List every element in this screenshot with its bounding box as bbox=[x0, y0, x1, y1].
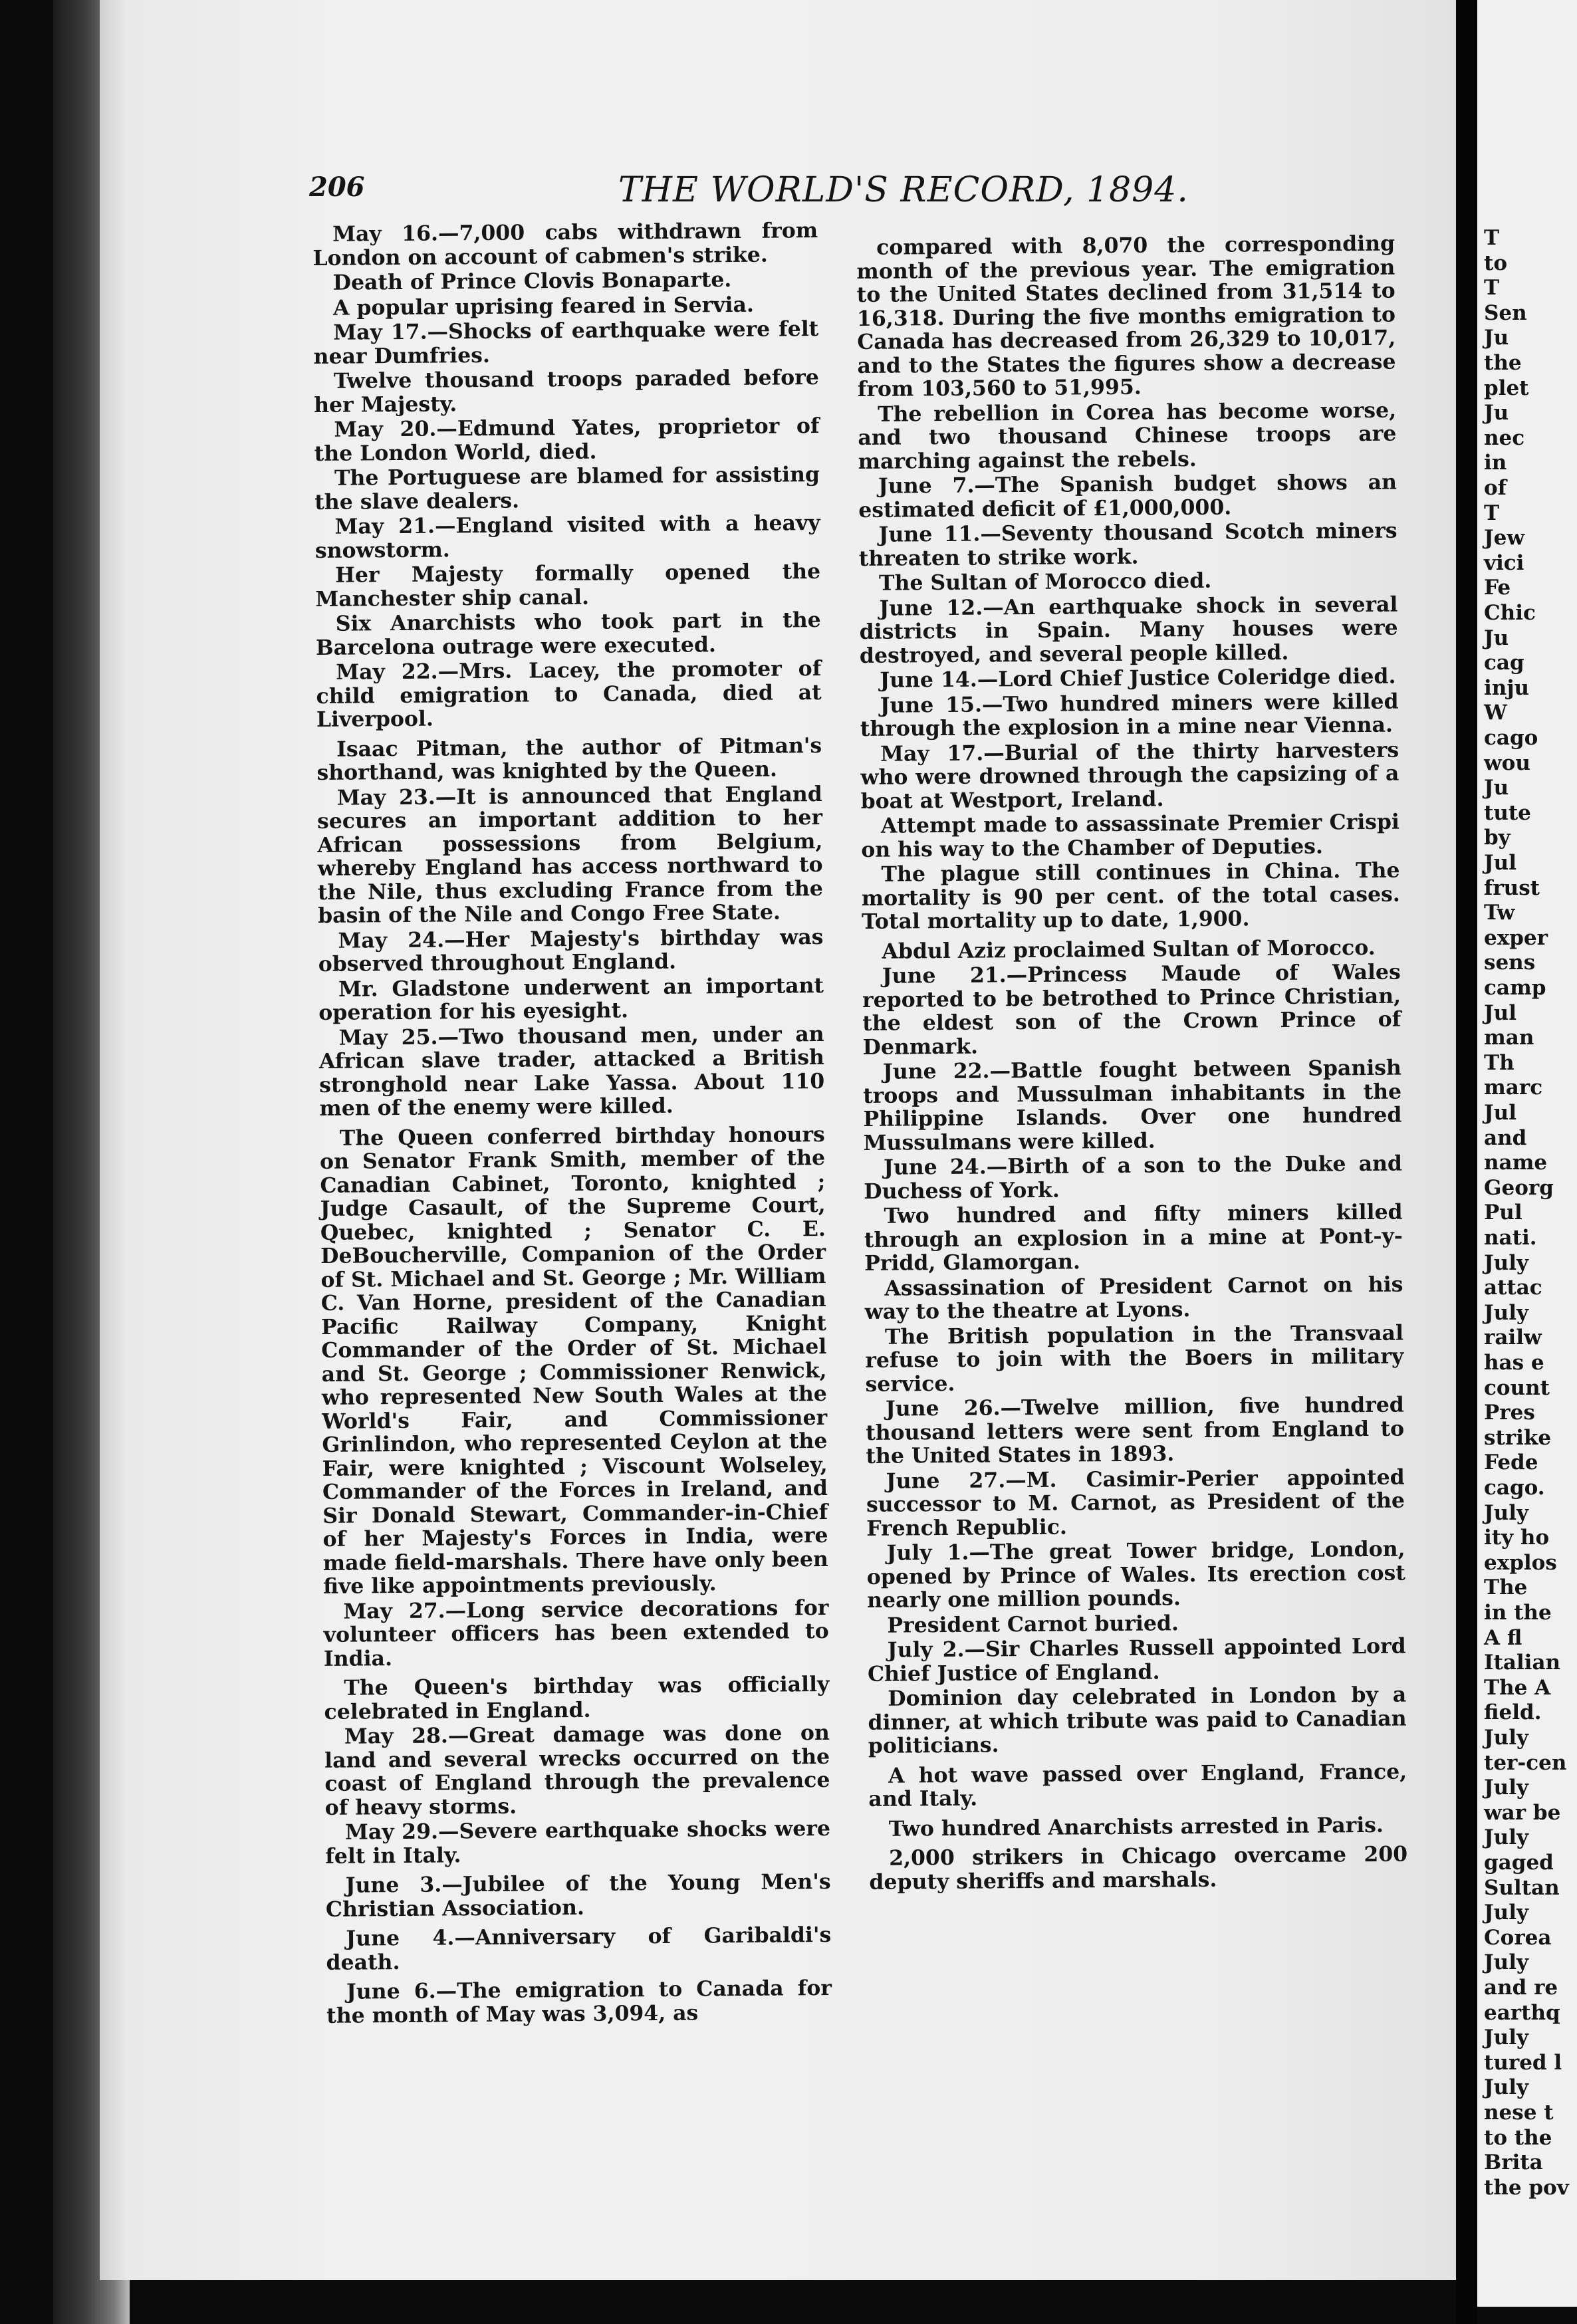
next-page-fragment: and bbox=[1484, 1125, 1527, 1150]
news-item: Isaac Pitman, the author of Pitman's shorthand, was knighted by the Queen. bbox=[316, 733, 822, 785]
next-page-fragment: July bbox=[1484, 1500, 1528, 1525]
news-item: May 20.—Edmund Yates, proprietor of the London World, died. bbox=[314, 413, 820, 466]
next-page-fragment: marc bbox=[1484, 1076, 1543, 1100]
next-page-fragment: field. bbox=[1484, 1700, 1542, 1725]
next-page-fragment: Ju bbox=[1484, 401, 1509, 425]
next-page-fragment: frust bbox=[1484, 875, 1540, 900]
next-page-fragment: tute bbox=[1484, 800, 1531, 825]
next-page-fragment: the pov bbox=[1484, 2175, 1569, 2200]
next-page-fragment: Ju bbox=[1484, 326, 1509, 350]
next-page-fragment: July bbox=[1484, 1300, 1528, 1325]
news-item: June 11.—Seventy thousand Scotch miners threaten to strike work. bbox=[858, 518, 1397, 571]
news-item: June 22.—Battle fought between Spanish troops and Mussulman inhabitants in the Philippine Islands. Over one hundred Mussulmans were killed. bbox=[863, 1055, 1402, 1155]
next-page-fragment: Jew bbox=[1484, 526, 1525, 550]
next-page-fragment: Ju bbox=[1484, 626, 1509, 650]
next-page-fragment: Fede bbox=[1484, 1451, 1538, 1475]
next-page-fragment: explos bbox=[1484, 1550, 1557, 1575]
next-page-fragment: W bbox=[1484, 701, 1507, 725]
next-page-fragment: cag bbox=[1484, 651, 1524, 675]
news-item: June 12.—An earthquake shock in several districts in Spain. Many houses were destroyed, and several people killed. bbox=[859, 592, 1398, 668]
next-page-fragment: Th bbox=[1484, 1050, 1515, 1075]
news-item: June 14.—Lord Chief Justice Coleridge died. bbox=[880, 663, 1396, 693]
next-page-fragment: inju bbox=[1484, 675, 1530, 700]
next-page-fragment: Pul bbox=[1484, 1201, 1522, 1225]
news-item: Dominion day celebrated in London by a dinner, at which tribute was paid to Canadian politicians. bbox=[868, 1682, 1407, 1758]
news-item: May 21.—England visited with a heavy snowstorm. bbox=[314, 511, 820, 563]
next-page-fragment: earthq bbox=[1484, 2000, 1560, 2025]
next-page-fragment: to the bbox=[1484, 2125, 1552, 2150]
next-page-fragment: plet bbox=[1484, 376, 1529, 400]
news-item: Twelve thousand troops paraded before her Majesty. bbox=[314, 365, 819, 417]
next-page-fragment: T bbox=[1484, 501, 1500, 525]
next-page-fragment: Jul bbox=[1484, 851, 1516, 875]
news-item: The Portuguese are blamed for assisting the slave dealers. bbox=[314, 462, 820, 515]
news-item: July 1.—The great Tower bridge, London, opened by Prince of Wales. Its erection cost nearly one million pounds. bbox=[866, 1536, 1405, 1613]
news-item: May 24.—Her Majesty's birthday was observed throughout England. bbox=[318, 924, 824, 977]
news-item: Assassination of President Carnot on his way to the theatre at Lyons. bbox=[864, 1272, 1403, 1324]
news-item: The British population in the Transvaal refuse to join with the Boers in military service. bbox=[865, 1320, 1404, 1397]
next-page-fragment: sens bbox=[1484, 951, 1536, 975]
news-item: The Sultan of Morocco died. bbox=[878, 568, 1212, 596]
next-page-fragment: railw bbox=[1484, 1326, 1542, 1350]
news-item: Attempt made to assassinate Premier Crispi on his way to the Chamber of Deputies. bbox=[861, 809, 1400, 862]
next-page-fragment: in the bbox=[1484, 1601, 1552, 1625]
next-page-fragment: in bbox=[1484, 451, 1507, 475]
news-item: May 16.—7,000 cabs withdrawn from London on account of cabmen's strike. bbox=[312, 218, 818, 271]
next-page-fragment: Corea bbox=[1484, 1925, 1552, 1950]
next-page-fragment: ity ho bbox=[1484, 1526, 1550, 1550]
news-item: The Queen conferred birthday honours on Senator Frank Smith, member of the Canadian Cabinet, Toronto, knighted ; Judge Casault, of the Supreme Court, Quebec, knighted ; Senator C. E. DeBoucherville, Companion of the Order of St. Michael and St. George ; Mr. William C. Van Horne, president of the Canadian Pacific Railway Company, Knight Commander of the Order of St. Michael and St. George ; Commissioner Renwick, who represented New South Wales at the World's Fair, and Commissioner Grinlindon, who represented Ceylon at the Fair, were knighted ; Viscount Wolseley, Commander of the Forces in Ireland, and Sir Donald Stewart, Commander-in-Chief of her Majesty's Forces in India, were made field-marshals. There have only been five like appointments previously. bbox=[319, 1121, 828, 1599]
right-column bbox=[856, 232, 1408, 1895]
news-item: Her Majesty formally opened the Manchester ship canal. bbox=[315, 559, 821, 612]
news-item: May 22.—Mrs. Lacey, the promoter of child emigration to Canada, died at Liverpool. bbox=[316, 656, 822, 732]
news-item: The rebellion in Corea has become worse, and two thousand Chinese troops are marching against the rebels. bbox=[858, 398, 1397, 474]
next-page-fragment: Ju bbox=[1484, 776, 1509, 800]
next-page-fragment: name bbox=[1484, 1151, 1548, 1175]
news-item: May 25.—Two thousand men, under an African slave trader, attacked a British stronghold near Lake Yassa. About 110 men of the enemy were killed. bbox=[318, 1021, 825, 1121]
running-title: THE WORLD'S RECORD, 1894. bbox=[618, 170, 1189, 210]
next-page-fragment: and re bbox=[1484, 1976, 1558, 2000]
next-page-fragment: the bbox=[1484, 351, 1522, 375]
next-page-fragment: gaged bbox=[1484, 1851, 1554, 1875]
next-page-fragment: Sen bbox=[1484, 300, 1527, 325]
news-item: 2,000 strikers in Chicago overcame 200 deputy sheriffs and marshals. bbox=[869, 1841, 1408, 1895]
next-page-fragment: July bbox=[1484, 2026, 1528, 2050]
next-page-fragment: July bbox=[1484, 1726, 1528, 1750]
next-page-fragment: July bbox=[1484, 1901, 1528, 1925]
news-item: May 17.—Burial of the thirty harvesters who were drowned through the capsizing of a boat at Westport, Ireland. bbox=[860, 737, 1399, 814]
news-item: June 26.—Twelve million, five hundred thousand letters were sent from England to the United States in 1893. bbox=[865, 1392, 1405, 1468]
news-item: Two hundred Anarchists arrested in Paris. bbox=[888, 1812, 1384, 1841]
next-page-fragment: The bbox=[1484, 1575, 1528, 1600]
next-page-fragment: Jul bbox=[1484, 1101, 1516, 1125]
news-item: June 6.—The emigration to Canada for the month of May was 3,094, as bbox=[326, 1975, 832, 2028]
news-item: May 23.—It is announced that England secures an important addition to her African possessions from Belgium, whereby England has access northward to the Nile, thus excluding France from the basin of the Nile and Congo Free State. bbox=[316, 781, 824, 928]
news-item: The Queen's birthday was officially celebrated in England. bbox=[324, 1671, 830, 1724]
next-page-fragment: wou bbox=[1484, 751, 1530, 775]
next-page-fragment: Pres bbox=[1484, 1401, 1535, 1425]
next-page-fragment: cago bbox=[1484, 726, 1538, 750]
page-gutter bbox=[1456, 0, 1477, 2324]
news-item: May 27.—Long service decorations for volunteer officers has been extended to India. bbox=[323, 1595, 829, 1671]
next-page-fragment: by bbox=[1484, 826, 1511, 850]
next-page-fragment: of bbox=[1484, 476, 1507, 500]
next-page-fragment: The A bbox=[1484, 1675, 1551, 1700]
news-item: A popular uprising feared in Servia. bbox=[332, 292, 755, 320]
news-item: A hot wave passed over England, France, and Italy. bbox=[868, 1759, 1407, 1811]
next-page-fragment: nati. bbox=[1484, 1226, 1537, 1250]
news-item: Six Anarchists who took part in the Barcelona outrage were executed. bbox=[315, 608, 821, 660]
news-item: May 28.—Great damage was done on land and several wrecks occurred on the coast of England through the prevalence of heavy storms. bbox=[324, 1720, 830, 1820]
next-page-fragment: A fl bbox=[1484, 1625, 1522, 1650]
next-page-fragment: Sultan bbox=[1484, 1875, 1560, 1900]
next-page-fragment: Tw bbox=[1484, 901, 1515, 925]
next-page-fragment: Italian bbox=[1484, 1651, 1561, 1675]
next-page-fragment: July bbox=[1484, 1776, 1528, 1800]
next-page-fragment: nese t bbox=[1484, 2101, 1554, 2125]
news-item: June 7.—The Spanish budget shows an estimated deficit of £1,000,000. bbox=[858, 469, 1397, 523]
next-page-fragment: Jul bbox=[1484, 1000, 1516, 1025]
next-page-fragment: to bbox=[1484, 251, 1507, 275]
news-item: May 17.—Shocks of earthquake were felt near Dumfries. bbox=[313, 316, 819, 369]
next-page-fragment: T bbox=[1484, 276, 1500, 300]
next-page-fragment: Brita bbox=[1484, 2150, 1543, 2175]
news-item: President Carnot buried. bbox=[887, 1610, 1179, 1638]
news-item: The plague still continues in China. The mortality is 90 per cent. of the total cases. Total mortality up to date, 1,900. bbox=[861, 858, 1400, 934]
news-item: June 21.—Princess Maude of Wales reported to be betrothed to Prince Christian, the eldest son of the Crown Prince of Denmark. bbox=[862, 959, 1401, 1060]
next-page-fragment: July bbox=[1484, 1825, 1528, 1850]
page-number: 206 bbox=[309, 172, 365, 203]
news-item: Death of Prince Clovis Bonaparte. bbox=[332, 267, 732, 295]
news-item: June 27.—M. Casimir-Perier appointed successor to M. Carnot, as President of the French Republic. bbox=[866, 1464, 1405, 1541]
next-page-fragment: July bbox=[1484, 1950, 1528, 1975]
next-page-fragment: July bbox=[1484, 2075, 1528, 2100]
news-item: Abdul Aziz proclaimed Sultan of Morocco. bbox=[882, 935, 1376, 964]
next-page-fragment: Georg bbox=[1484, 1175, 1554, 1200]
news-item: July 2.—Sir Charles Russell appointed Lord Chief Justice of England. bbox=[867, 1633, 1406, 1686]
next-page-fragment: strike bbox=[1484, 1425, 1552, 1450]
next-page-fragment: man bbox=[1484, 1026, 1534, 1050]
next-page-fragment: Fe bbox=[1484, 576, 1511, 600]
next-page-fragment: exper bbox=[1484, 925, 1548, 950]
next-page-fragment: ter-cen bbox=[1484, 1750, 1567, 1775]
news-item: June 24.—Birth of a son to the Duke and Duchess of York. bbox=[864, 1151, 1403, 1204]
next-page-edge bbox=[1477, 0, 1577, 2307]
news-item: Two hundred and fifty miners killed through an explosion in a mine at Pont-y-Pridd, Glamorgan. bbox=[864, 1199, 1403, 1276]
next-page-fragment: July bbox=[1484, 1250, 1528, 1275]
next-page-fragment: war be bbox=[1484, 1800, 1561, 1825]
next-page-fragment: cago. bbox=[1484, 1476, 1545, 1500]
news-item: June 15.—Two hundred miners were killed through the explosion in a mine near Vienna. bbox=[860, 689, 1399, 741]
news-item: compared with 8,070 the corresponding month of the previous year. The emigration to the United States declined from 31,514 to 16,318. During the five months emigration to Canada has decreased from 26,329 to 10,017, and to the States the figures show a decrease from 103,560 to 51,995. bbox=[856, 231, 1396, 402]
news-item: June 3.—Jubilee of the Young Men's Christian Association. bbox=[325, 1869, 831, 1922]
news-item: June 4.—Anniversary of Garibaldi's death. bbox=[326, 1922, 832, 1975]
next-page-fragment: T bbox=[1484, 226, 1500, 250]
next-page-fragment: nec bbox=[1484, 425, 1525, 450]
next-page-fragment: vici bbox=[1484, 550, 1524, 575]
next-page-fragment: camp bbox=[1484, 976, 1546, 1000]
left-column bbox=[312, 219, 832, 2029]
next-page-fragment: count bbox=[1484, 1375, 1550, 1400]
news-item: Mr. Gladstone underwent an important operation for his eyesight. bbox=[318, 973, 824, 1025]
next-page-fragment: tured l bbox=[1484, 2050, 1562, 2075]
next-page-fragment: attac bbox=[1484, 1276, 1542, 1300]
news-item: May 29.—Severe earthquake shocks were felt in Italy. bbox=[325, 1815, 831, 1869]
next-page-fragment: Chic bbox=[1484, 601, 1536, 625]
next-page-fragment: has e bbox=[1484, 1351, 1544, 1375]
